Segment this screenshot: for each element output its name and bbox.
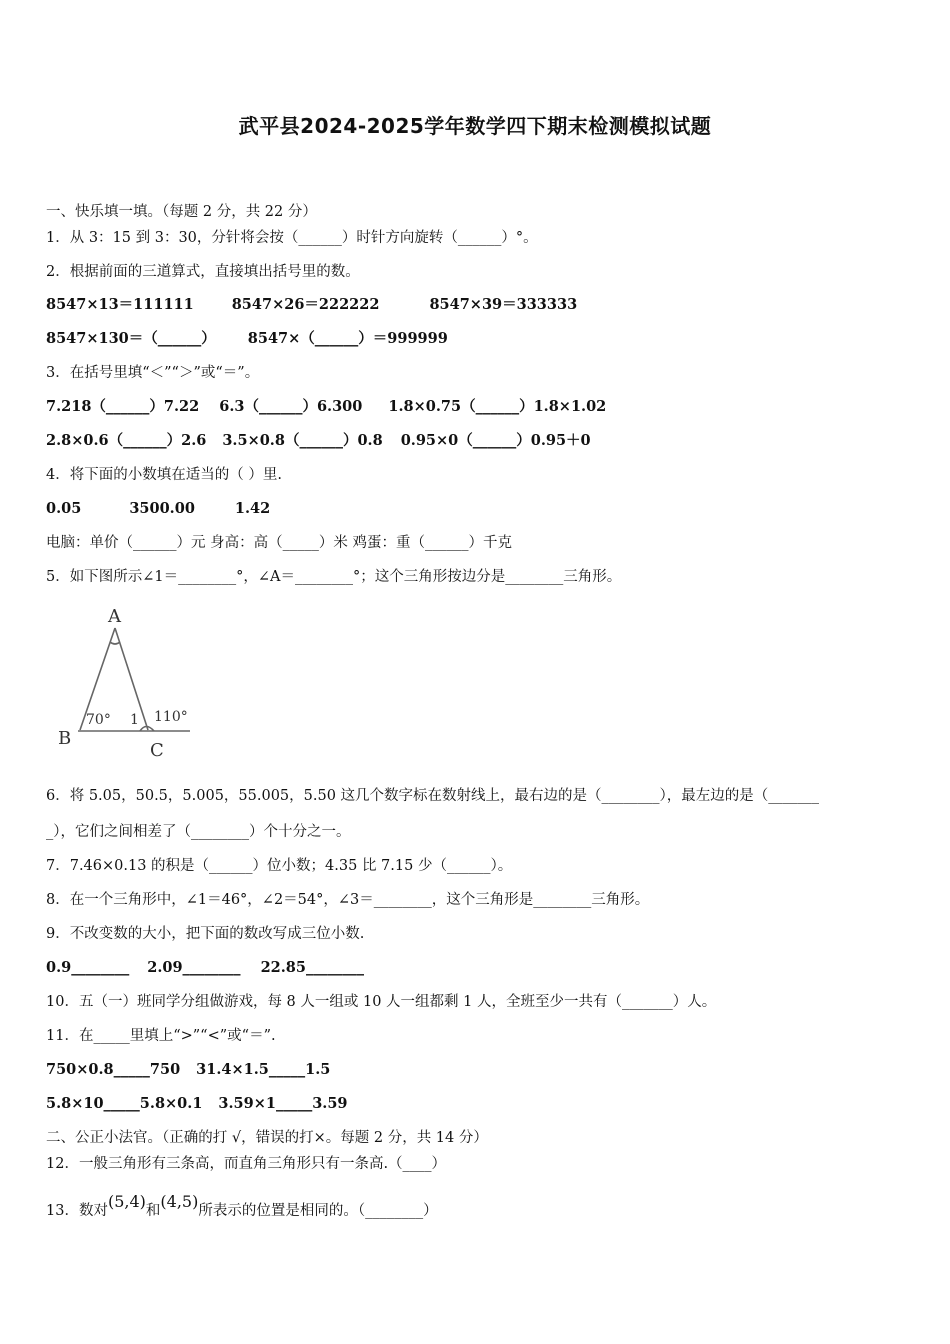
question-4-fill: 电脑：单价（______）元 身高：高（_____）米 鸡蛋：重（______）千克 bbox=[46, 535, 512, 551]
compare-1b: 6.3（______）6.300 bbox=[219, 398, 363, 415]
rewrite-1: 0.9________ bbox=[46, 959, 130, 976]
compare-11-2b: 3.59×1_____3.59 bbox=[218, 1095, 348, 1112]
question-13-suffix: 所表示的位置是相同的。（________） bbox=[198, 1203, 438, 1219]
angle-a-arc bbox=[110, 642, 120, 644]
section2-heading: 二、公正小法官。（正确的打 √，错误的打×。每题 2 分，共 14 分） bbox=[46, 1130, 488, 1146]
question-9: 9．不改变数的大小，把下面的数改写成三位小数. bbox=[46, 926, 365, 942]
rewrite-2: 2.09________ bbox=[147, 959, 241, 976]
question-4: 4．将下面的小数填在适当的（ ）里. bbox=[46, 467, 282, 483]
rewrite-3: 22.85________ bbox=[260, 959, 364, 976]
decimal-1: 0.05 bbox=[46, 500, 82, 517]
compare-11-2a: 5.8×10_____5.8×0.1 bbox=[46, 1095, 203, 1112]
question-9-row bbox=[46, 958, 364, 978]
vertex-b-label: B bbox=[58, 728, 72, 749]
decimals-row bbox=[46, 499, 270, 519]
question-7: 7．7.46×0.13 的积是（______）位小数；4.35 比 7.15 少（______）。 bbox=[46, 858, 513, 874]
equation-1: 8547×13＝111111 bbox=[46, 296, 194, 313]
question-12: 12．一般三角形有三条高，而直角三角形只有一条高.（____） bbox=[46, 1156, 447, 1172]
compare-1a: 7.218（______）7.22 bbox=[46, 398, 200, 415]
coordinate-pair-1: (5,4) bbox=[107, 1192, 146, 1211]
vertex-c-label: C bbox=[150, 740, 164, 761]
question-2: 2．根据前面的三道算式，直接填出括号里的数。 bbox=[46, 264, 360, 280]
triangle-figure bbox=[50, 600, 200, 770]
question-11: 11．在_____里填上“>”“<”或“＝”. bbox=[46, 1028, 276, 1044]
question-6-continued: _），它们之间相差了（________）个十分之一。 bbox=[46, 824, 351, 840]
section1-heading: 一、快乐填一填。（每题 2 分，共 22 分） bbox=[46, 204, 317, 220]
question-3: 3．在括号里填“＜”“＞”或“＝”。 bbox=[46, 365, 260, 381]
question-1: 1．从 3：15 到 3：30，分针将会按（______）时针方向旋转（______）°。 bbox=[46, 230, 538, 246]
equation-2: 8547×26＝222222 bbox=[231, 296, 380, 313]
compare-11-1a: 750×0.8_____750 bbox=[46, 1061, 181, 1078]
equation-4: 8547×130＝（______） bbox=[46, 330, 216, 347]
question-6: 6．将 5.05，50.5，5.005，55.005，5.50 这几个数字标在数射线上，最右边的是（________），最左边的是（_______ bbox=[46, 788, 820, 804]
decimal-2: 3500.00 bbox=[129, 500, 195, 517]
equation-3: 8547×39＝333333 bbox=[429, 296, 578, 313]
coordinate-pair-2: (4,5) bbox=[160, 1192, 199, 1211]
angle-exterior-label: 110° bbox=[154, 709, 188, 725]
compare-row-2 bbox=[46, 431, 591, 451]
question-11-row-1 bbox=[46, 1060, 330, 1080]
compare-2a: 2.8×0.6（______）2.6 bbox=[46, 432, 207, 449]
compare-row-1 bbox=[46, 397, 606, 417]
vertex-a-label: A bbox=[108, 606, 121, 627]
compare-11-1b: 31.4×1.5_____1.5 bbox=[196, 1061, 331, 1078]
angle-b-label: 70° bbox=[86, 712, 111, 728]
question-13 bbox=[46, 1192, 438, 1221]
question-5: 5．如下图所示∠1＝________°，∠A＝________°；这个三角形按边分是________三角形。 bbox=[46, 569, 622, 585]
question-10: 10．五（一）班同学分组做游戏，每 8 人一组或 10 人一组都剩 1 人，全班至少一共有（_______）人。 bbox=[46, 994, 717, 1010]
decimal-3: 1.42 bbox=[234, 500, 271, 517]
compare-2c: 0.95×0（______）0.95＋0 bbox=[400, 432, 591, 449]
question-13-prefix: 13．数对 bbox=[46, 1203, 108, 1219]
angle-1-label: 1 bbox=[130, 712, 139, 728]
page-title: 武平县2024-2025学年数学四下期末检测模拟试题 bbox=[238, 114, 712, 138]
equation-5: 8547×（______）＝999999 bbox=[247, 330, 448, 347]
question-11-row-2 bbox=[46, 1094, 348, 1114]
compare-1c: 1.8×0.75（______）1.8×1.02 bbox=[388, 398, 607, 415]
equation-row-2 bbox=[46, 329, 448, 349]
question-13-and: 和 bbox=[145, 1203, 161, 1219]
equation-row-1 bbox=[46, 295, 577, 315]
question-8: 8．在一个三角形中，∠1＝46°，∠2＝54°，∠3＝________，这个三角形是________三角形。 bbox=[46, 892, 650, 908]
compare-2b: 3.5×0.8（______）0.8 bbox=[222, 432, 383, 449]
